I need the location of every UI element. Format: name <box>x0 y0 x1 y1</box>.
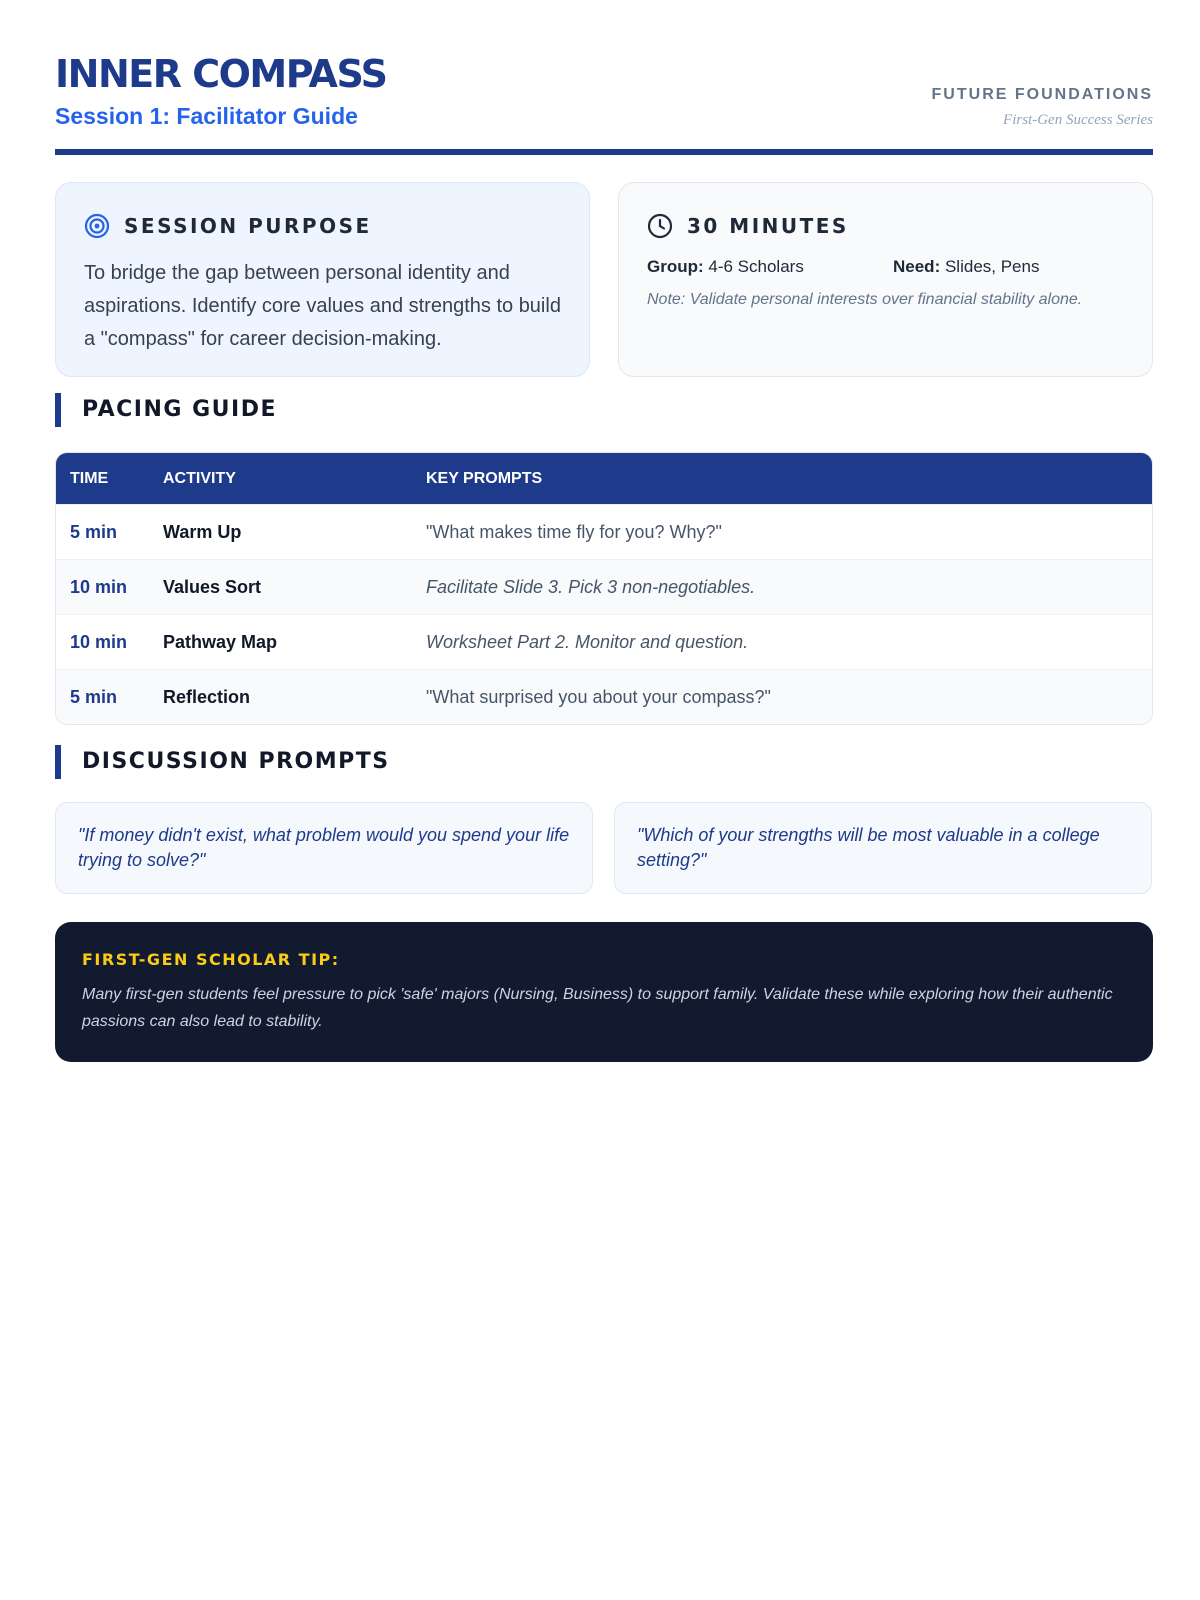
table-row <box>56 504 1152 559</box>
series-name: First-Gen Success Series <box>1003 112 1153 128</box>
facilitator-note: Note: Validate personal interests over financial stability alone. <box>647 291 1083 308</box>
group-label: Group: <box>647 257 704 276</box>
row-activity: Warm Up <box>163 521 242 542</box>
group-value: 4-6 Scholars <box>708 257 804 276</box>
scholar-tip-box <box>55 922 1153 1062</box>
duration-card <box>618 182 1153 377</box>
row-time: 5 min <box>70 521 118 542</box>
row-time: 5 min <box>70 686 118 707</box>
session-purpose-header <box>84 211 561 241</box>
duration-header <box>647 211 1124 241</box>
pacing-guide-heading: PACING GUIDE <box>55 393 655 427</box>
facilitator-guide-page <box>55 0 1153 1030</box>
table-row <box>56 614 1152 669</box>
brand-name: FUTURE FOUNDATIONS <box>931 86 1153 103</box>
discussion-prompt-card: "If money didn't exist, what problem would you spend your life trying to solve?" <box>55 802 593 894</box>
need-value: Slides, Pens <box>944 257 1040 276</box>
row-prompt: Facilitate Slide 3. Pick 3 non-negotiables. <box>426 576 756 597</box>
pacing-table <box>55 452 1153 725</box>
table-header <box>56 453 1152 504</box>
table-row <box>56 669 1152 724</box>
row-activity: Reflection <box>163 686 251 707</box>
row-prompt: "What surprised you about your compass?" <box>426 686 771 707</box>
row-activity: Values Sort <box>163 576 262 597</box>
row-prompt: "What makes time fly for you? Why?" <box>426 521 722 542</box>
discussion-prompts-heading: DISCUSSION PROMPTS <box>55 745 655 779</box>
session-purpose-title: SESSION PURPOSE <box>124 214 372 238</box>
session-meta <box>647 257 1124 277</box>
column-header-time: TIME <box>70 469 109 487</box>
row-prompt: Worksheet Part 2. Monitor and question. <box>426 631 749 652</box>
page-title: INNER COMPASS <box>55 52 387 96</box>
row-time: 10 min <box>70 631 128 652</box>
column-header-key-prompts: KEY PROMPTS <box>426 469 543 487</box>
scholar-tip-text: Many first-gen students feel pressure to pick 'safe' majors (Nursing, Business) to support family. Validate these while exploring how their authentic passions can also lead to stability. <box>82 986 1113 1030</box>
clock-icon <box>647 213 673 239</box>
materials-needed <box>893 257 1039 277</box>
group-size <box>647 257 893 277</box>
duration-title: 30 MINUTES <box>687 214 849 238</box>
need-label: Need: <box>893 257 941 276</box>
column-header-activity: ACTIVITY <box>163 469 236 487</box>
session-purpose-card <box>55 182 590 377</box>
row-time: 10 min <box>70 576 128 597</box>
table-row <box>56 559 1152 614</box>
page-header <box>55 0 1153 155</box>
discussion-prompt-card: "Which of your strengths will be most valuable in a college setting?" <box>614 802 1152 894</box>
session-purpose-text: To bridge the gap between personal identity and aspirations. Identify core values and strengths to build a "compass" for career decision-making. <box>84 262 561 350</box>
info-cards <box>55 182 1153 377</box>
scholar-tip-title: FIRST-GEN SCHOLAR TIP: <box>82 950 340 969</box>
target-icon <box>84 213 110 239</box>
page-subtitle: Session 1: Facilitator Guide <box>55 103 358 129</box>
row-activity: Pathway Map <box>163 631 278 652</box>
